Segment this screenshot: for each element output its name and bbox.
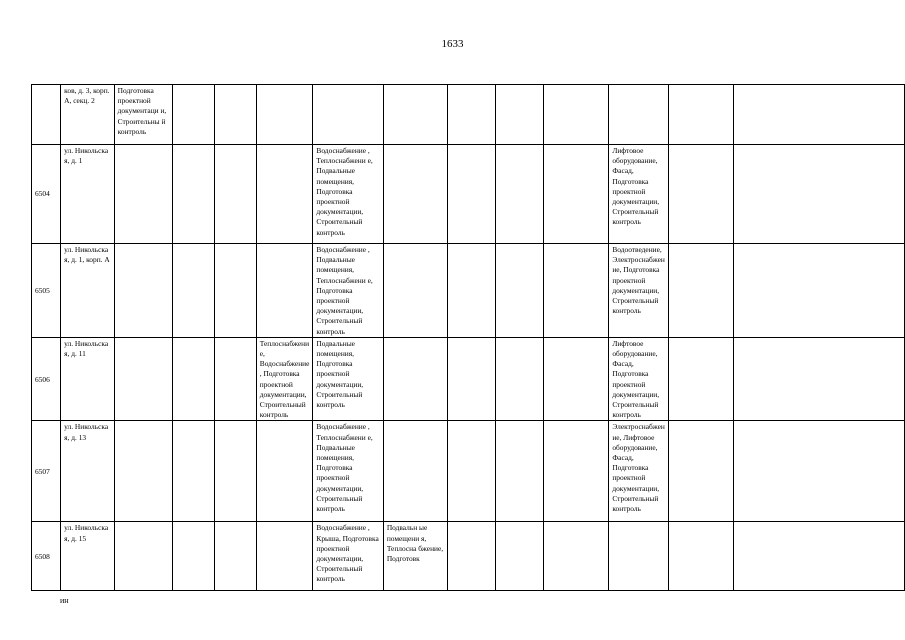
table-row bbox=[32, 522, 905, 591]
table-cell bbox=[383, 337, 447, 421]
table-cell bbox=[114, 421, 172, 522]
table-cell bbox=[114, 522, 172, 591]
table-cell: Водоотведение, Электроснабжен ие, Подготовка проектной документации, Строительный контроль bbox=[609, 244, 668, 338]
table-cell: Электроснабжен ие, Лифтовое оборудование, Фасад, Подготовка проектной документации, Строительный контроль bbox=[609, 421, 668, 522]
table-cell bbox=[313, 85, 383, 145]
address-cell: ул. Никольска я, д. 13 bbox=[61, 421, 115, 522]
table-cell bbox=[114, 244, 172, 338]
table-cell bbox=[448, 244, 496, 338]
table-cell bbox=[668, 337, 733, 421]
table-cell bbox=[256, 145, 313, 244]
address-cell: ков, д. 3, корп. А, секц. 2 bbox=[61, 85, 115, 145]
table-cell bbox=[668, 421, 733, 522]
table-cell bbox=[256, 85, 313, 145]
table-cell bbox=[496, 145, 543, 244]
table-cell bbox=[668, 85, 733, 145]
table-cell bbox=[172, 421, 214, 522]
table-cell bbox=[668, 244, 733, 338]
table-cell bbox=[609, 522, 668, 591]
page-number: 1633 bbox=[441, 38, 464, 50]
table-cell bbox=[448, 522, 496, 591]
row-number: 6505 bbox=[32, 244, 61, 338]
row-number bbox=[32, 85, 61, 145]
table-row bbox=[32, 85, 905, 145]
table-row bbox=[32, 145, 905, 244]
table-cell bbox=[172, 522, 214, 591]
table-row bbox=[32, 421, 905, 522]
table-cell bbox=[543, 85, 608, 145]
table-cell bbox=[543, 244, 608, 338]
table-cell bbox=[543, 522, 608, 591]
table-cell: Подвальн ые помещени я, Теплосна бжение, Подготовк bbox=[383, 522, 447, 591]
table-cell bbox=[172, 244, 214, 338]
table-cell bbox=[496, 421, 543, 522]
table-cell bbox=[214, 244, 256, 338]
table-cell bbox=[543, 421, 608, 522]
table-cell bbox=[448, 337, 496, 421]
table-cell bbox=[496, 244, 543, 338]
table-cell bbox=[734, 145, 905, 244]
footer-text: ин bbox=[60, 596, 69, 605]
table-cell bbox=[256, 421, 313, 522]
table-cell bbox=[114, 145, 172, 244]
table-cell bbox=[172, 85, 214, 145]
table-cell bbox=[256, 522, 313, 591]
row-number: 6506 bbox=[32, 337, 61, 421]
address-cell: ул. Никольска я, д. 11 bbox=[61, 337, 115, 421]
table-cell: Теплоснабжени е, Водоснабжение , Подготовка проектной документации, Строительный контроль bbox=[256, 337, 313, 421]
table-cell: Водоснабжение , Теплоснабжени е, Подвальные помещения, Подготовка проектной документации, Строительный контроль bbox=[313, 421, 383, 522]
table-cell bbox=[214, 337, 256, 421]
table-cell bbox=[496, 337, 543, 421]
table-cell bbox=[448, 421, 496, 522]
table-cell bbox=[383, 421, 447, 522]
address-cell: ул. Никольска я, д. 1 bbox=[61, 145, 115, 244]
row-number: 6504 bbox=[32, 145, 61, 244]
table-cell bbox=[214, 85, 256, 145]
address-cell: ул. Никольска я, д. 15 bbox=[61, 522, 115, 591]
table-cell: Лифтовое оборудование, Фасад, Подготовка проектной документации, Строительный контроль bbox=[609, 337, 668, 421]
table-cell bbox=[734, 337, 905, 421]
table-cell bbox=[668, 145, 733, 244]
table-cell bbox=[214, 145, 256, 244]
table-cell: Подвальные помещения, Подготовка проектной документации, Строительный контроль bbox=[313, 337, 383, 421]
row-number: 6508 bbox=[32, 522, 61, 591]
table-cell bbox=[448, 145, 496, 244]
table-cell bbox=[734, 85, 905, 145]
table-cell bbox=[448, 85, 496, 145]
table-row bbox=[32, 244, 905, 338]
table-cell bbox=[383, 244, 447, 338]
housing-repair-table bbox=[31, 84, 905, 591]
table-cell bbox=[668, 522, 733, 591]
table-cell bbox=[214, 522, 256, 591]
table-cell bbox=[543, 337, 608, 421]
table-cell: Водоснабжение , Крыша, Подготовка проектной документации, Строительный контроль bbox=[313, 522, 383, 591]
address-cell: ул. Никольска я, д. 1, корп. А bbox=[61, 244, 115, 338]
table-cell bbox=[543, 145, 608, 244]
table-cell bbox=[214, 421, 256, 522]
table-cell bbox=[734, 244, 905, 338]
table-cell bbox=[172, 145, 214, 244]
table-cell bbox=[734, 421, 905, 522]
table-cell bbox=[114, 337, 172, 421]
table-cell bbox=[383, 85, 447, 145]
table-cell: Водоснабжение , Подвальные помещения, Теплоснабжени е, Подготовка проектной документации, Строительный контроль bbox=[313, 244, 383, 338]
table-cell bbox=[256, 244, 313, 338]
table-cell bbox=[496, 522, 543, 591]
table-row bbox=[32, 337, 905, 421]
table-cell: Подготовка проектной документаци и, Строительны й контроль bbox=[114, 85, 172, 145]
table-cell bbox=[609, 85, 668, 145]
table-cell: Водоснабжение , Теплоснабжени е, Подвальные помещения, Подготовка проектной документации, Строительный контроль bbox=[313, 145, 383, 244]
table-cell bbox=[734, 522, 905, 591]
table-cell bbox=[496, 85, 543, 145]
row-number: 6507 bbox=[32, 421, 61, 522]
table-cell: Лифтовое оборудование, Фасад, Подготовка проектной документации, Строительный контроль bbox=[609, 145, 668, 244]
table-cell bbox=[172, 337, 214, 421]
table-cell bbox=[383, 145, 447, 244]
